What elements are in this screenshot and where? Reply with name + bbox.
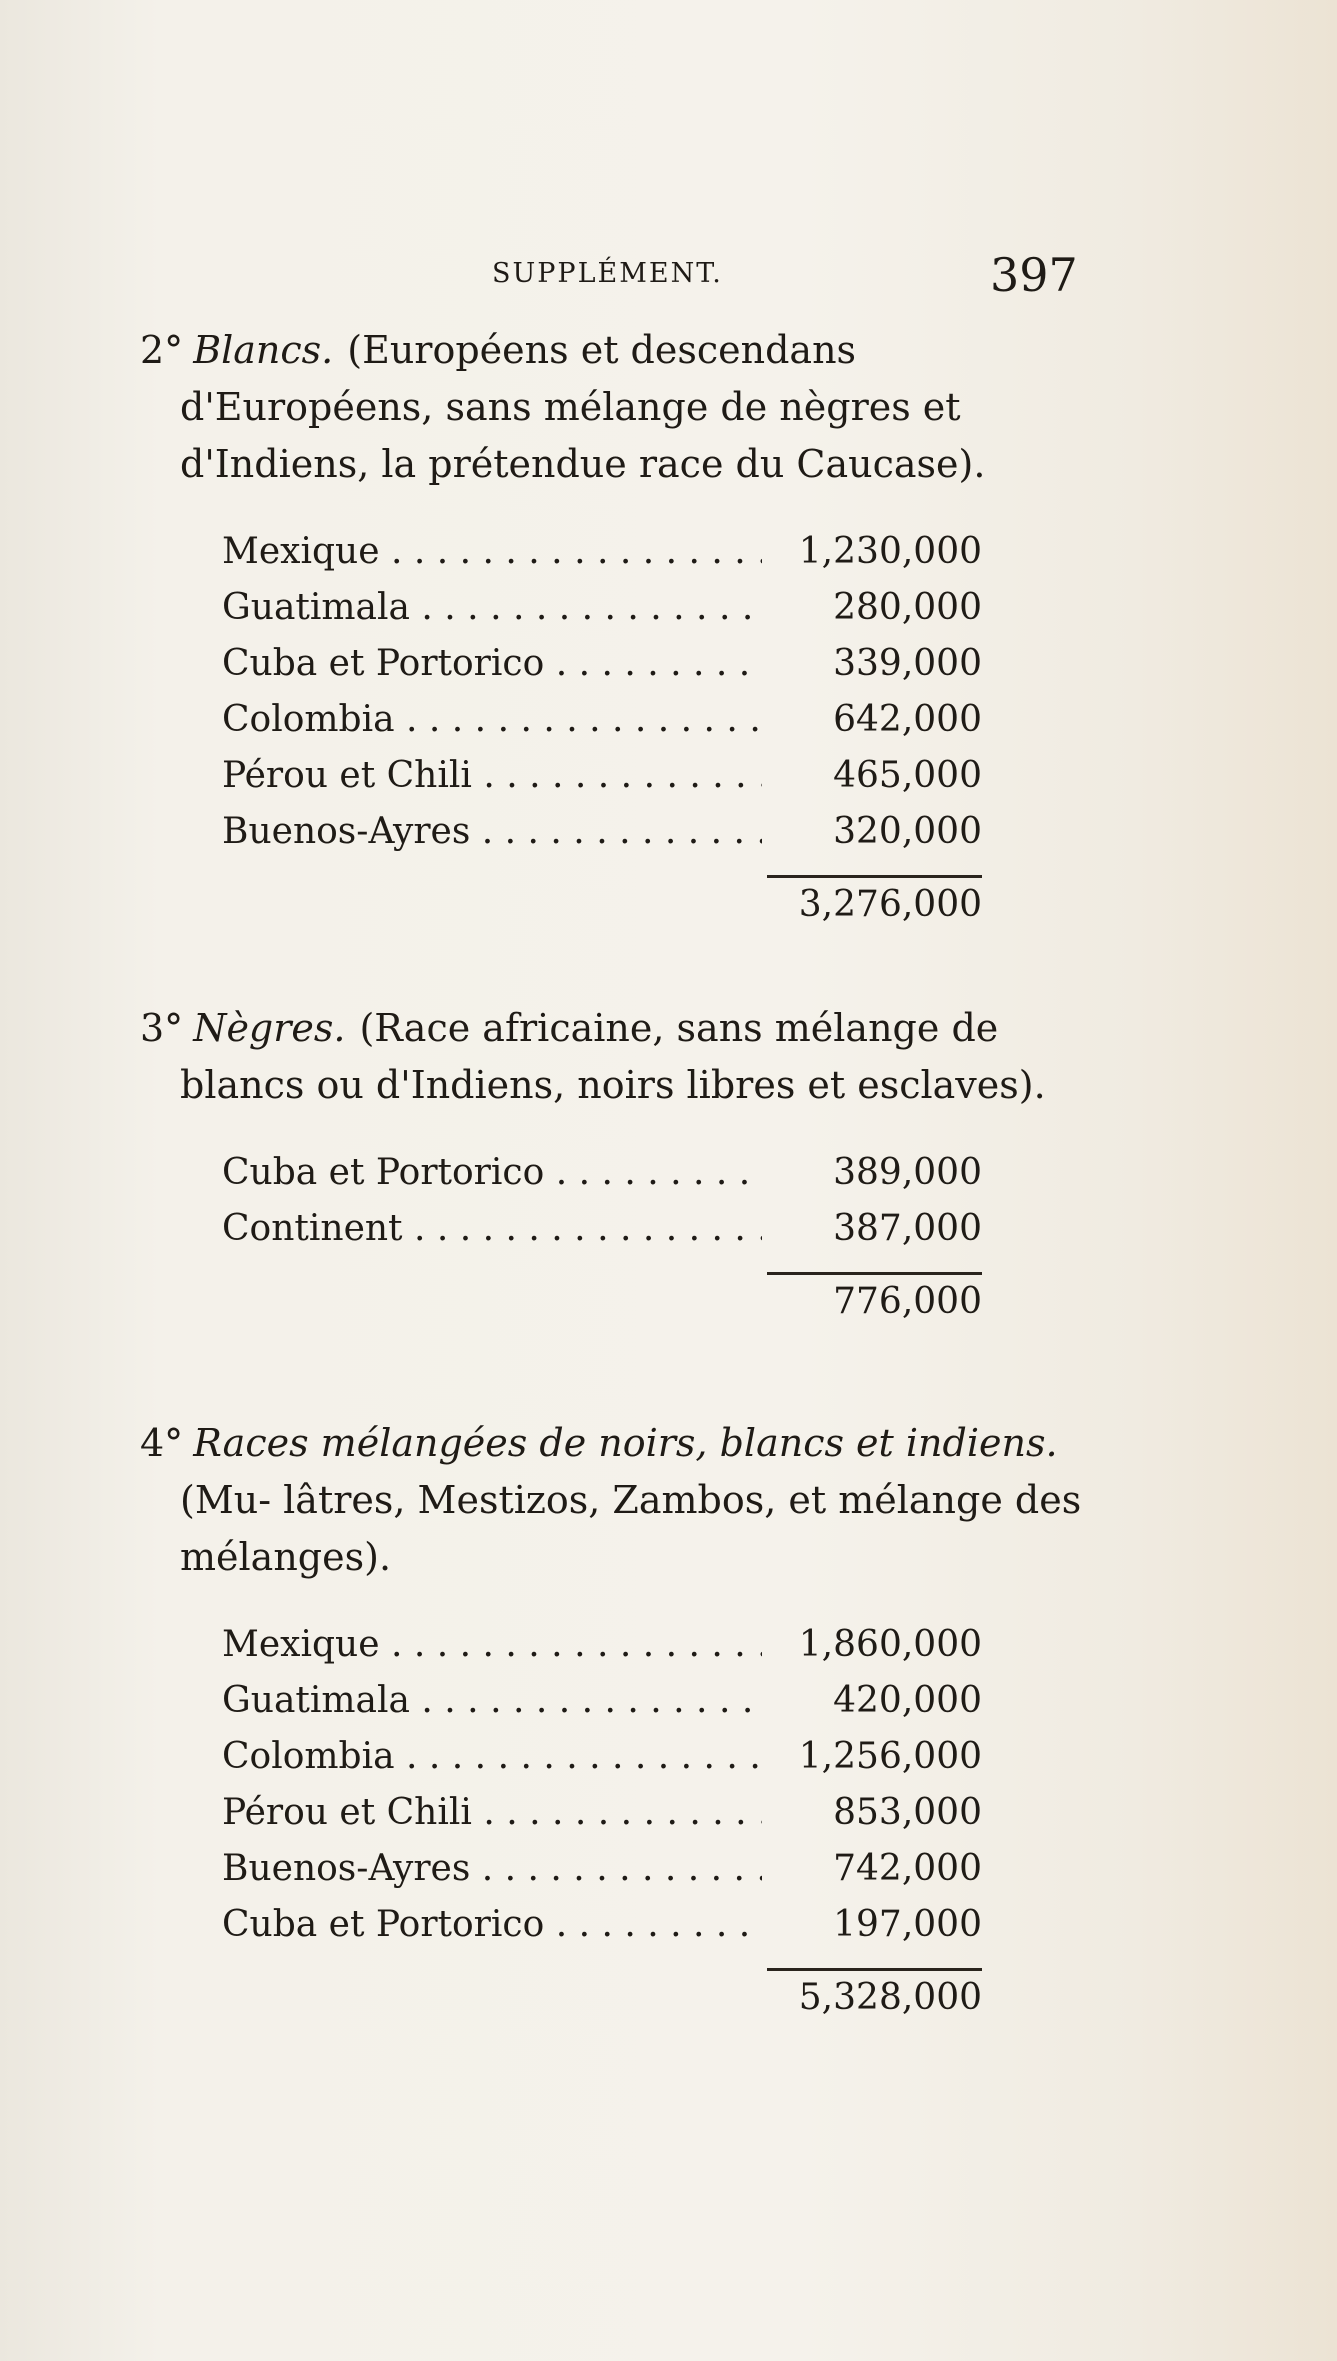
table-row <box>222 1736 982 1792</box>
table-row <box>222 587 982 643</box>
section-total: 5,328,000 <box>798 1977 982 2018</box>
sum-rule <box>767 1272 982 1275</box>
row-value: 1,230,000 <box>798 531 982 572</box>
row-value: 387,000 <box>833 1208 982 1249</box>
section-total: 776,000 <box>833 1281 982 1322</box>
section-number: 3° <box>140 1006 184 1050</box>
section-description-line: lâtres, Mestizos, Zambos, et mélange des mélanges). <box>180 1478 1082 1579</box>
row-name: Colombia . . . <box>222 699 762 740</box>
section-heading <box>140 1000 1100 1114</box>
section-number: 2° <box>140 328 184 372</box>
table-row <box>222 811 982 867</box>
row-value: 465,000 <box>833 755 982 796</box>
row-value: 320,000 <box>833 811 982 852</box>
row-name: Buenos-Ayres . . . <box>222 811 762 852</box>
row-name: Mexique . . . <box>222 1624 762 1665</box>
section-races-melangees <box>140 1415 1100 2035</box>
row-value: 853,000 <box>833 1792 982 1833</box>
row-value: 420,000 <box>833 1680 982 1721</box>
section-description-line: d'Indiens, noirs libres et esclaves). <box>375 1063 1046 1107</box>
running-head: SUPPLÉMENT. <box>492 258 723 289</box>
row-name: Continent . . . <box>222 1208 762 1249</box>
table-row <box>222 755 982 811</box>
table-row <box>222 1848 982 1904</box>
section-description-line: (Race africaine, sans mélange de blancs ou <box>180 1006 999 1107</box>
population-table <box>222 1152 982 1339</box>
row-value: 339,000 <box>833 643 982 684</box>
row-value: 280,000 <box>833 587 982 628</box>
row-name: Cuba et Portorico . . . <box>222 643 762 684</box>
row-name: Cuba et Portorico . . . <box>222 1904 762 1945</box>
sum-rule <box>767 875 982 878</box>
row-name: Mexique . . . <box>222 531 762 572</box>
table-row <box>222 1680 982 1736</box>
table-row <box>222 1152 982 1208</box>
section-description-line: race du Caucase). <box>638 442 986 486</box>
section-heading <box>140 1415 1100 1586</box>
section-blancs <box>140 322 1100 942</box>
section-label: Races mélangées de noirs, blancs et indiens. <box>193 1421 1058 1465</box>
table-row <box>222 531 982 587</box>
page-number: 397 <box>990 248 1078 302</box>
sum-rule <box>767 1968 982 1971</box>
table-row <box>222 1208 982 1264</box>
section-negres <box>140 1000 1100 1339</box>
row-name: Pérou et Chili . . . <box>222 1792 762 1833</box>
row-value: 1,256,000 <box>798 1736 982 1777</box>
table-row <box>222 643 982 699</box>
section-total: 3,276,000 <box>798 884 982 925</box>
section-label: Nègres. <box>193 1006 346 1050</box>
row-value: 742,000 <box>833 1848 982 1889</box>
page-header <box>0 248 1337 308</box>
table-row <box>222 1792 982 1848</box>
row-value: 642,000 <box>833 699 982 740</box>
section-description-line: (Européens et descendans d'Européens, <box>180 328 857 429</box>
section-heading <box>140 322 1100 493</box>
row-name: Guatimala . . . <box>222 1680 762 1721</box>
row-value: 389,000 <box>833 1152 982 1193</box>
table-row <box>222 1624 982 1680</box>
row-name: Buenos-Ayres . . . <box>222 1848 762 1889</box>
row-name: Colombia . . . <box>222 1736 762 1777</box>
population-table <box>222 1624 982 2035</box>
section-number: 4° <box>140 1421 184 1465</box>
row-name: Guatimala . . . <box>222 587 762 628</box>
section-label: Blancs. <box>193 328 334 372</box>
population-table <box>222 531 982 942</box>
row-value: 197,000 <box>833 1904 982 1945</box>
section-description-line: (Mu- <box>180 1478 272 1522</box>
section-description-line: sans mélange de nègres et d'Indiens, la prétendue <box>180 385 961 486</box>
row-name: Pérou et Chili . . . <box>222 755 762 796</box>
row-name: Cuba et Portorico . . . <box>222 1152 762 1193</box>
row-value: 1,860,000 <box>798 1624 982 1665</box>
table-row <box>222 699 982 755</box>
table-row <box>222 1904 982 1960</box>
